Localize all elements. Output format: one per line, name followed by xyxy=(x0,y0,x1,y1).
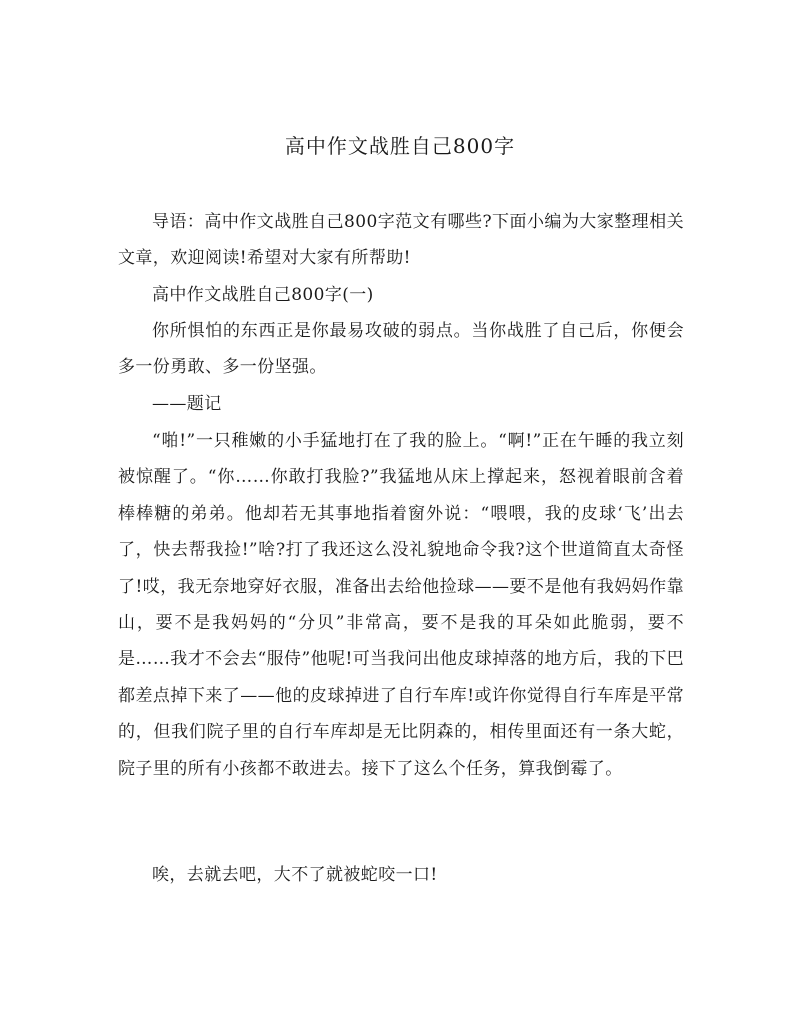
document-title: 高中作文战胜自己800字 xyxy=(284,134,516,158)
closing-paragraph: 唉，去就去吧，大不了就被蛇咬一口! xyxy=(152,865,438,885)
story-paragraph: “啪!”一只稚嫩的小手猛地打在了我的脸上。“啊!”正在午睡的我立刻被惊醒了。“你……你敢打我脸?”我猛地从床上撑起来，怒视着眼前含着棒棒糖的弟弟。他却若无其事地指着窗外说：“喂喂，我的皮球‘飞’出去了，快去帮我捡!”啥?打了我还这么没礼貌地命令我?这个世道简直太奇怪了!哎，我无奈地穿好衣服，准备出去给他捡球——要不是他有我妈妈作靠山，要不是我妈妈的“分贝”非常高，要不是我的耳朵如此脆弱，要不是……我才不会去“服侍”他呢!可当我问出他皮球掉落的地方后，我的下巴都差点掉下来了——他的皮球掉进了自行车库!或许你觉得自行车库是平常的，但我们院子里的自行车库却是无比阴森的，相传里面还有一条大蛇，院子里的所有小孩都不敢进去。接下了这么个任务，算我倒霉了。 xyxy=(118,431,684,779)
epigraph-paragraph: 你所惧怕的东西正是你最易攻破的弱点。当你战胜了自己后，你便会多一份勇敢、多一份坚强。 xyxy=(118,321,684,378)
epigraph-signature: ——题记 xyxy=(152,394,222,414)
section-subtitle: 高中作文战胜自己800字(一) xyxy=(152,285,374,305)
intro-paragraph: 导语：高中作文战胜自己800字范文有哪些?下面小编为大家整理相关文章，欢迎阅读!希望对大家有所帮助! xyxy=(118,212,684,269)
